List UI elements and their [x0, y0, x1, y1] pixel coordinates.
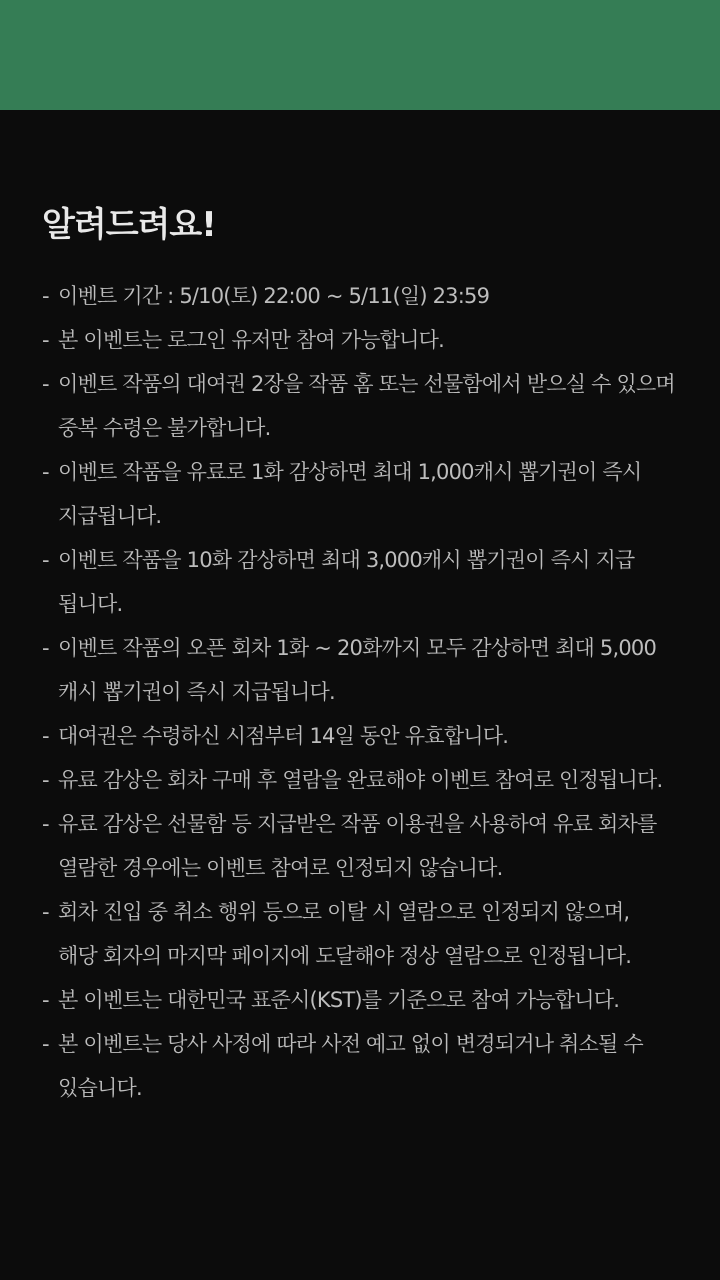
bullet-dash: - [42, 284, 49, 308]
top-banner [0, 0, 720, 110]
notice-item-rental-ticket [42, 362, 692, 450]
bullet-dash: - [42, 724, 49, 748]
notice-item-text: 유료 감상은 회차 구매 후 열람을 완료해야 이벤트 참여로 인정됩니다. [58, 768, 663, 792]
notice-item-gift-ticket [42, 802, 692, 890]
notice-item-paid-10 [42, 538, 692, 626]
bullet-dash: - [42, 636, 49, 660]
notice-item-period [42, 274, 692, 318]
notice-item-kst [42, 978, 692, 1022]
notice-item-text: 이벤트 작품을 10화 감상하면 최대 3,000캐시 뽑기권이 즉시 지급 됩니다. [58, 548, 635, 616]
bullet-dash: - [42, 768, 49, 792]
notice-item-change [42, 1022, 692, 1110]
notice-item-login [42, 318, 692, 362]
notice-section [42, 200, 692, 1110]
notice-item-text: 이벤트 기간 : 5/10(토) 22:00 ~ 5/11(일) 23:59 [58, 284, 490, 308]
notice-item-cancel-exit [42, 890, 692, 978]
bullet-dash: - [42, 328, 49, 352]
notice-item-text: 회차 진입 중 취소 행위 등으로 이탈 시 열람으로 인정되지 않으며, 해당 회자의 마지막 페이지에 도달해야 정상 열람으로 인정됩니다. [58, 900, 632, 968]
notice-item-open-episodes [42, 626, 692, 714]
notice-item-paid-1 [42, 450, 692, 538]
notice-item-validity [42, 714, 692, 758]
bullet-dash: - [42, 812, 49, 836]
bullet-dash: - [42, 460, 49, 484]
bullet-dash: - [42, 372, 49, 396]
notice-item-text: 이벤트 작품을 유료로 1화 감상하면 최대 1,000캐시 뽑기권이 즉시 지급됩니다. [58, 460, 642, 528]
bullet-dash: - [42, 900, 49, 924]
notice-item-reading-complete [42, 758, 692, 802]
notice-item-text: 본 이벤트는 당사 사정에 따라 사전 예고 없이 변경되거나 취소될 수 있습니다. [58, 1032, 643, 1100]
notice-item-text: 이벤트 작품의 오픈 회차 1화 ~ 20화까지 모두 감상하면 최대 5,000 캐시 뽑기권이 즉시 지급됩니다. [58, 636, 657, 704]
notice-title: 알려드려요! [42, 205, 216, 245]
notice-item-text: 이벤트 작품의 대여권 2장을 작품 홈 또는 선물함에서 받으실 수 있으며 중복 수령은 불가합니다. [58, 372, 675, 440]
bullet-dash: - [42, 1032, 49, 1056]
bullet-dash: - [42, 548, 49, 572]
notice-item-text: 대여권은 수령하신 시점부터 14일 동안 유효합니다. [58, 724, 509, 748]
notice-item-text: 본 이벤트는 대한민국 표준시(KST)를 기준으로 참여 가능합니다. [58, 988, 620, 1012]
bullet-dash: - [42, 988, 49, 1012]
notice-item-text: 유료 감상은 선물함 등 지급받은 작품 이용권을 사용하여 유료 회차를 열람한 경우에는 이벤트 참여로 인정되지 않습니다. [58, 812, 657, 880]
notice-list [42, 274, 692, 1110]
notice-item-text: 본 이벤트는 로그인 유저만 참여 가능합니다. [58, 328, 444, 352]
